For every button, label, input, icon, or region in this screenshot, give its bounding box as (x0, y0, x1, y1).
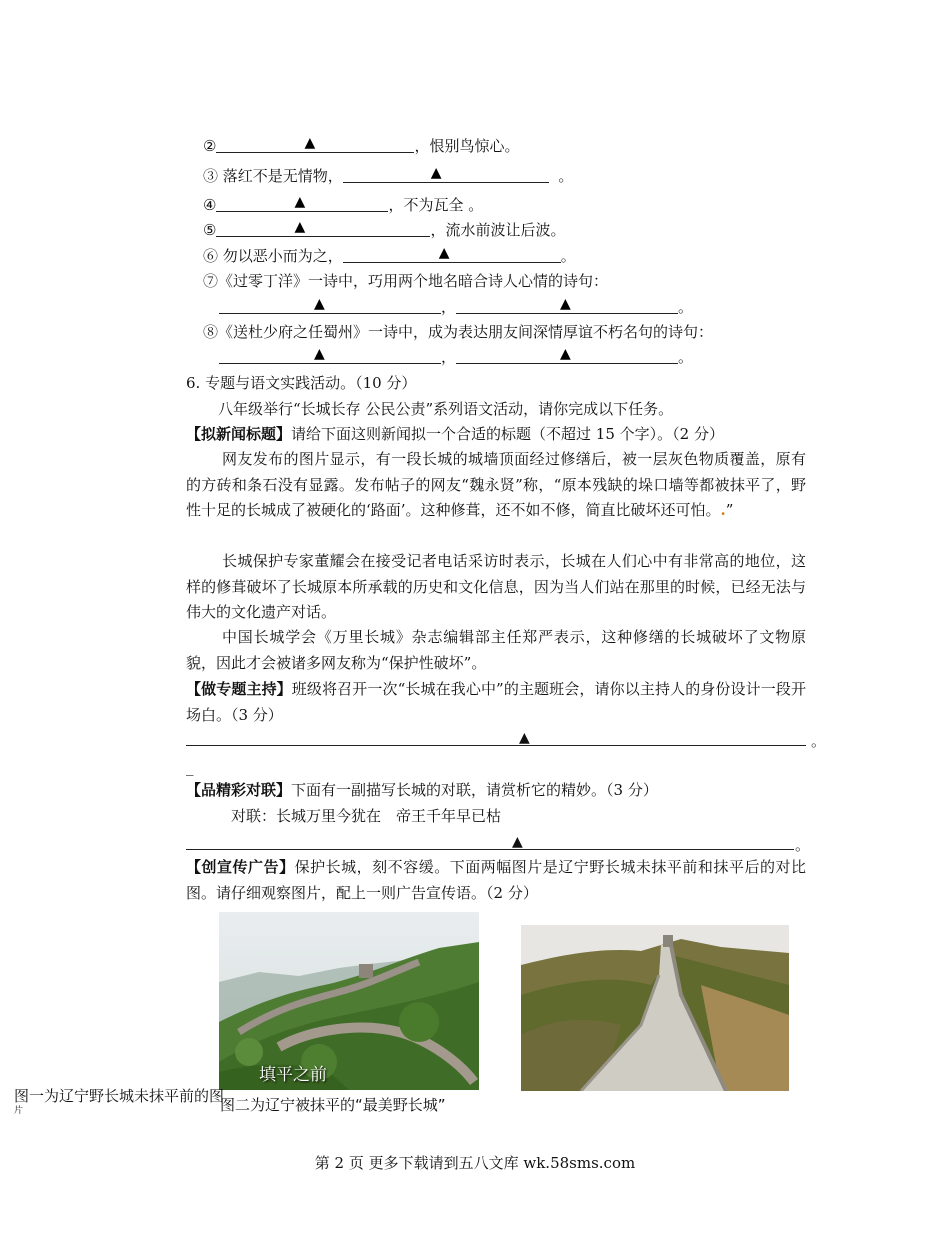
task-tag: 【拟新闻标题】 (186, 425, 292, 443)
triangle-marker-icon: ▲ (430, 165, 442, 181)
caption-photo-2: 图二为辽宁被抹平的“最美野长城” (220, 1096, 446, 1114)
task-ad-slogan (186, 855, 806, 906)
question-6-intro: 八年级举行“长城长存 公民公责”系列语文活动，请你完成以下任务。 (218, 400, 674, 418)
poem-number: ⑤ (203, 221, 217, 239)
news-paragraph-2: 长城保护专家董耀会在接受记者电话采访时表示，长城在人们心中有非常高的地位，这样的修葺破坏了长城原本所承载的历史和文化信息，因为当人们站在那里的时候，已经无法与伟大的文化遗产对话。 (186, 552, 806, 622)
poem-line-5 (203, 220, 565, 240)
stray-underscore: _ (186, 758, 194, 776)
question-6-title: 6. 专题与语文实践活动。（10 分） (186, 374, 417, 392)
triangle-marker-icon: ▲ (294, 194, 306, 210)
punct: 。 (795, 836, 811, 854)
answer-blank[interactable] (219, 297, 441, 314)
punct: 。 (811, 732, 827, 750)
caption-photo-1: 图一为辽宁野长城未抹平前的图 (14, 1087, 225, 1105)
task-text: 保护长城，刻不容缓。下面两幅图片是辽宁野长城未抹平前和抹平后的对比图。请仔细观察图片，配上一则广告宣传语。（2 分） (186, 858, 806, 902)
triangle-marker-icon: ▲ (560, 296, 571, 312)
task-couplet (186, 780, 658, 800)
poem-line-7-answers (219, 297, 693, 317)
answer-blank[interactable] (343, 166, 549, 183)
poem-line-3 (203, 166, 573, 186)
punct: 。 (678, 298, 694, 316)
triangle-marker-icon: ▲ (512, 834, 523, 850)
poem-number: ② (203, 137, 217, 155)
answer-line-host[interactable] (186, 745, 806, 746)
triangle-marker-icon: ▲ (438, 245, 450, 261)
poem-text: ，不为瓦全 。 (388, 196, 484, 214)
task-news-title (186, 424, 724, 444)
poem-line-8-answers (219, 347, 693, 367)
poem-text: ③ 落红不是无情物， (203, 167, 343, 185)
page-footer: 第 2 页 更多下载请到五八文库 wk.58sms.com (314, 1154, 636, 1172)
poem-text: ，恨别鸟惊心。 (414, 137, 520, 155)
triangle-marker-icon: ▲ (304, 135, 316, 151)
caption-photo-1-cont: 片 (14, 1106, 24, 1116)
poem-line-6 (203, 246, 576, 266)
poem-text: 。 (558, 167, 574, 185)
answer-line-couplet[interactable] (186, 849, 794, 850)
photo-overlay-label: 填平之前 (259, 1065, 327, 1085)
news-text: 网友发布的图片显示，有一段长城的城墙顶面经过修缮后，被一层灰色物质覆盖，原有的方砖和条石没有显露。发布帖子的网友“魏永贤”称，“原本残缺的垛口墙等都被抹平了，野性十足的长城成了被硬化的‘路面’。这种修葺，还不如不修，简直比破坏还可怕。 (186, 450, 806, 520)
answer-blank[interactable] (216, 195, 388, 212)
poem-line-2 (203, 136, 519, 156)
answer-blank[interactable] (456, 297, 678, 314)
triangle-marker-icon: ▲ (314, 296, 325, 312)
answer-blank[interactable] (216, 136, 414, 153)
punct: ， (441, 348, 457, 366)
poem-text: ⑥ 勿以恶小而为之， (203, 247, 343, 265)
news-paragraph-3: 中国长城学会《万里长城》杂志编辑部主任郑严表示，这种修缮的长城破坏了文物原貌，因此才会被诸多网友称为“保护性破坏”。 (186, 628, 806, 672)
task-text: 下面有一副描写长城的对联，请赏析它的精妙。（3 分） (291, 781, 658, 799)
poem-line-8-question: ⑧《送杜少府之任蜀州》一诗中，成为表达朋友间深情厚谊不朽名句的诗句： (203, 323, 714, 341)
couplet-text: 对联：长城万里今犹在 帝王千年早已枯 (231, 807, 502, 825)
photo-wall-after-graphic (521, 925, 789, 1091)
punct: 。 (678, 348, 694, 366)
poem-text: ，流水前波让后波。 (430, 221, 566, 239)
photo-wall-after (521, 925, 789, 1091)
task-text: 请给下面这则新闻拟一个合适的标题（不超过 15 个字）。（2 分） (291, 425, 724, 443)
task-host-speech (186, 677, 806, 728)
punct: ， (441, 298, 457, 316)
triangle-marker-icon: ▲ (560, 346, 571, 362)
answer-blank[interactable] (216, 220, 430, 237)
photo-wall-before (219, 912, 479, 1090)
poem-line-7-question: ⑦《过零丁洋》一诗中，巧用两个地名暗合诗人心情的诗句： (203, 272, 609, 290)
triangle-marker-icon: ▲ (314, 346, 325, 362)
news-text: ” (725, 501, 734, 520)
answer-blank[interactable] (343, 246, 561, 263)
triangle-marker-icon: ▲ (294, 219, 306, 235)
task-text: 班级将召开一次“长城在我心中”的主题班会，请你以主持人的身份设计一段开场白。（3 分） (186, 680, 806, 724)
task-tag: 【做专题主持】 (186, 680, 292, 698)
task-tag: 【品精彩对联】 (186, 781, 292, 799)
answer-blank[interactable] (456, 347, 678, 364)
poem-number: ④ (203, 196, 217, 214)
poem-line-4 (203, 195, 483, 215)
photo-wall-before-graphic (219, 912, 479, 1090)
answer-blank[interactable] (219, 347, 441, 364)
poem-text: 。 (560, 247, 576, 265)
task-tag: 【创宣传广告】 (186, 858, 295, 876)
news-paragraph-1: 网友发布的图片显示，有一段长城的城墙顶面经过修缮后，被一层灰色物质覆盖，原有的方砖和条石没有显露。发布帖子的网友“魏永贤”称，“原本残缺的垛口墙等都被抹平了，野性十足的长城成了被硬化的‘路面’。这种修葺，还不如不修，简直比破坏还可怕。.” (186, 450, 806, 520)
triangle-marker-icon: ▲ (519, 730, 530, 746)
